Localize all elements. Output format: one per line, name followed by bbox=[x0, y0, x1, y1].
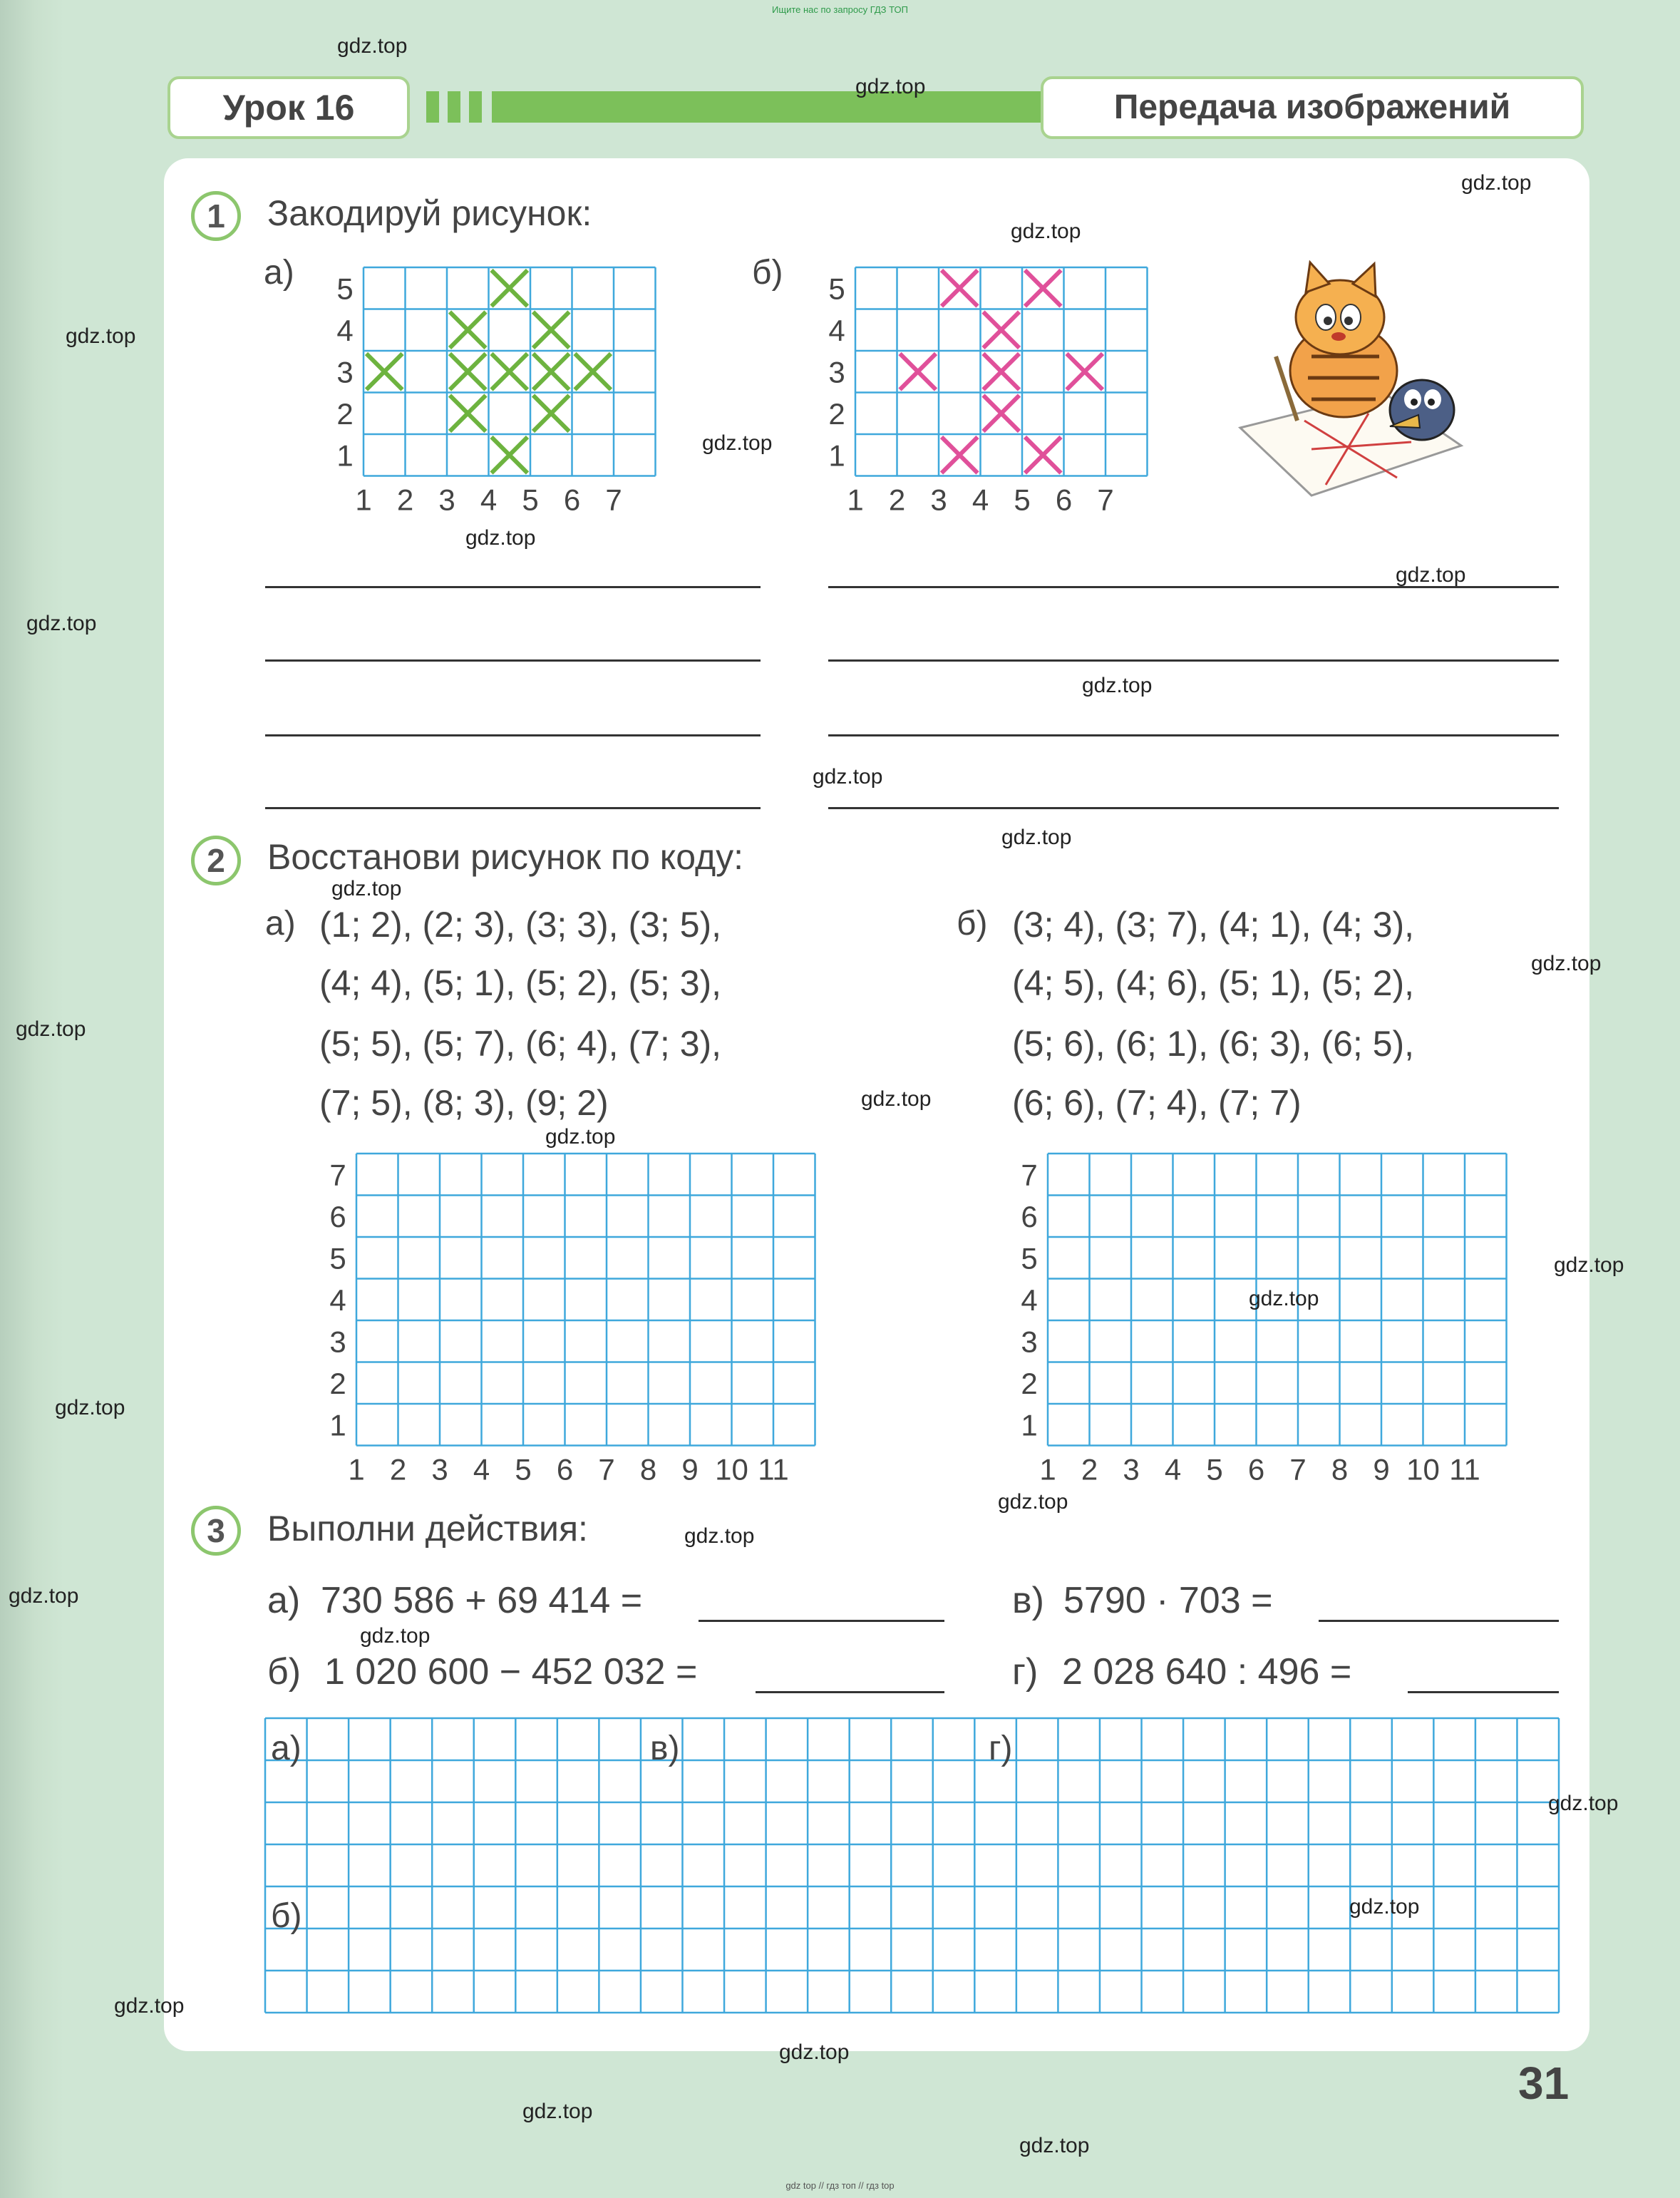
y-axis-label: 6 bbox=[329, 1199, 346, 1233]
expr-g-label: г) bbox=[1012, 1651, 1039, 1693]
y-axis-label: 5 bbox=[1021, 1241, 1038, 1275]
code-b-line: (5; 6), (6; 1), (6; 3), (6; 5), bbox=[1012, 1024, 1415, 1064]
expr-b-answer[interactable] bbox=[756, 1691, 944, 1693]
watermark: gdz.top bbox=[1396, 563, 1466, 587]
cross-mark bbox=[984, 396, 1020, 432]
x-axis-label: 1 bbox=[1039, 1452, 1056, 1486]
work-grid[interactable] bbox=[265, 1718, 1560, 2014]
task-1-part-a-label: а) bbox=[264, 254, 294, 292]
x-axis-label: 5 bbox=[515, 1452, 532, 1486]
cross-mark bbox=[492, 270, 528, 307]
x-axis-label: 3 bbox=[930, 483, 947, 517]
watermark: gdz.top bbox=[702, 431, 773, 455]
y-axis-label: 1 bbox=[828, 438, 845, 473]
y-axis-label: 6 bbox=[1021, 1199, 1038, 1233]
x-axis-label: 3 bbox=[1123, 1452, 1140, 1486]
y-axis-label: 2 bbox=[1021, 1366, 1038, 1400]
x-axis-label: 7 bbox=[605, 483, 622, 517]
watermark: gdz.top bbox=[55, 1396, 125, 1419]
watermark: gdz.top bbox=[1554, 1253, 1624, 1277]
y-axis-label: 4 bbox=[828, 313, 845, 347]
task-2-grid-a[interactable] bbox=[314, 1154, 827, 1496]
lesson-badge: Урок 16 bbox=[168, 76, 410, 139]
work-label-b: б) bbox=[271, 1897, 302, 1935]
x-axis-label: 8 bbox=[639, 1452, 657, 1486]
y-axis-label: 4 bbox=[336, 313, 354, 347]
cross-mark bbox=[450, 354, 486, 390]
x-axis-label: 1 bbox=[355, 483, 372, 517]
x-axis-label: 8 bbox=[1331, 1452, 1349, 1486]
x-axis-label: 3 bbox=[431, 1452, 448, 1486]
task-1-number: 1 bbox=[191, 191, 241, 241]
x-axis-label: 4 bbox=[480, 483, 498, 517]
code-a-line: (4; 4), (5; 1), (5; 2), (5; 3), bbox=[319, 963, 722, 1003]
top-note: Ищите нас по запросу ГДЗ ТОП bbox=[772, 4, 908, 15]
cross-mark bbox=[942, 270, 978, 307]
y-axis-label: 3 bbox=[828, 355, 845, 389]
code-b-line: (6; 6), (7; 4), (7; 7) bbox=[1012, 1083, 1302, 1123]
lesson-topic: Передача изображений bbox=[1041, 76, 1584, 139]
header-stripe bbox=[448, 91, 460, 123]
expr-v: 5790 · 703 = bbox=[1063, 1580, 1273, 1621]
task-3-title: Выполни действия: bbox=[267, 1509, 588, 1549]
x-axis-label: 5 bbox=[522, 483, 539, 517]
x-axis-label: 6 bbox=[556, 1452, 574, 1486]
task-2-part-a-label: а) bbox=[265, 905, 296, 943]
cross-mark bbox=[1067, 354, 1103, 390]
x-axis-label: 2 bbox=[888, 483, 906, 517]
task-3-number: 3 bbox=[191, 1506, 241, 1556]
x-axis-label: 2 bbox=[389, 1452, 407, 1486]
y-axis-label: 1 bbox=[329, 1408, 346, 1442]
book-spine-shadow bbox=[0, 0, 64, 2198]
expr-b-label: б) bbox=[267, 1651, 302, 1693]
cross-mark bbox=[575, 354, 612, 390]
x-axis-label: 11 bbox=[758, 1452, 789, 1486]
x-axis-label: 1 bbox=[847, 483, 864, 517]
watermark: gdz.top bbox=[998, 1490, 1068, 1514]
watermark: gdz.top bbox=[9, 1584, 79, 1608]
expr-a: 730 586 + 69 414 = bbox=[321, 1580, 643, 1621]
watermark: gdz.top bbox=[1531, 952, 1602, 975]
x-axis-label: 11 bbox=[1449, 1452, 1480, 1486]
y-axis-label: 7 bbox=[1021, 1158, 1038, 1192]
cross-mark bbox=[984, 312, 1020, 349]
cross-mark bbox=[533, 396, 570, 432]
y-axis-label: 5 bbox=[828, 272, 845, 306]
answer-line-b-3[interactable] bbox=[828, 734, 1559, 736]
expr-a-answer[interactable] bbox=[699, 1620, 944, 1622]
watermark: gdz.top bbox=[684, 1524, 755, 1548]
watermark: gdz.top bbox=[545, 1125, 616, 1149]
y-axis-label: 2 bbox=[828, 396, 845, 431]
watermark: gdz.top bbox=[522, 2100, 593, 2123]
cat-and-bird-illustration bbox=[1226, 250, 1483, 506]
y-axis-label: 1 bbox=[1021, 1408, 1038, 1442]
watermark: gdz.top bbox=[1548, 1792, 1619, 1815]
grid-lines bbox=[356, 1154, 815, 1446]
y-axis-label: 2 bbox=[329, 1366, 346, 1400]
task-1-title: Закодируй рисунок: bbox=[267, 193, 592, 233]
watermark: gdz.top bbox=[779, 2040, 850, 2064]
answer-line-b-2[interactable] bbox=[828, 659, 1559, 662]
code-b-line: (4; 5), (4; 6), (5; 1), (5; 2), bbox=[1012, 963, 1415, 1003]
watermark: gdz.top bbox=[337, 34, 408, 58]
watermark: gdz.top bbox=[861, 1087, 932, 1111]
cross-mark bbox=[942, 437, 978, 473]
task-1-grid-a bbox=[321, 267, 670, 524]
cross-mark bbox=[1025, 270, 1061, 307]
work-label-g: г) bbox=[989, 1730, 1013, 1767]
x-axis-label: 7 bbox=[1097, 483, 1114, 517]
answer-line-a-4[interactable] bbox=[265, 807, 761, 809]
watermark: gdz.top bbox=[465, 526, 536, 550]
x-axis-label: 3 bbox=[438, 483, 455, 517]
x-axis-label: 2 bbox=[1081, 1452, 1098, 1486]
cross-mark bbox=[492, 354, 528, 390]
expr-v-label: в) bbox=[1012, 1580, 1044, 1621]
watermark: gdz.top bbox=[331, 877, 402, 900]
y-axis-label: 2 bbox=[336, 396, 354, 431]
expr-a-label: а) bbox=[267, 1580, 301, 1621]
watermark: gdz.top bbox=[1011, 220, 1081, 243]
watermark: gdz.top bbox=[1461, 171, 1532, 195]
y-axis-label: 5 bbox=[329, 1241, 346, 1275]
code-a-line: (7; 5), (8; 3), (9; 2) bbox=[319, 1083, 609, 1123]
expr-b: 1 020 600 − 452 032 = bbox=[324, 1651, 698, 1693]
x-axis-label: 5 bbox=[1014, 483, 1031, 517]
answer-line-a-1[interactable] bbox=[265, 586, 761, 588]
header-stripe bbox=[426, 91, 439, 123]
x-axis-label: 10 bbox=[715, 1452, 748, 1486]
y-axis-label: 1 bbox=[336, 438, 354, 473]
y-axis-label: 5 bbox=[336, 272, 354, 306]
watermark: gdz.top bbox=[1249, 1287, 1319, 1310]
header-stripe bbox=[469, 91, 482, 123]
watermark: gdz.top bbox=[26, 612, 97, 635]
watermark: gdz.top bbox=[1019, 2134, 1090, 2157]
x-axis-label: 6 bbox=[1247, 1452, 1265, 1486]
watermark: gdz.top bbox=[813, 765, 883, 789]
task-2-part-b-label: б) bbox=[957, 905, 988, 943]
task-1-grid-b bbox=[820, 267, 1169, 524]
x-axis-label: 4 bbox=[972, 483, 989, 517]
task-2-number: 2 bbox=[191, 836, 241, 885]
cross-mark bbox=[450, 396, 486, 432]
code-a-line: (5; 5), (5; 7), (6; 4), (7; 3), bbox=[319, 1024, 722, 1064]
x-axis-label: 2 bbox=[396, 483, 414, 517]
work-grid-lines bbox=[265, 1718, 1559, 2013]
y-axis-label: 4 bbox=[1021, 1283, 1038, 1317]
expr-g-answer[interactable] bbox=[1408, 1691, 1559, 1693]
work-label-a: а) bbox=[271, 1730, 302, 1767]
page-number: 31 bbox=[1518, 2058, 1570, 2109]
x-axis-label: 4 bbox=[473, 1452, 490, 1486]
x-axis-label: 6 bbox=[1055, 483, 1073, 517]
y-axis-label: 4 bbox=[329, 1283, 346, 1317]
x-axis-label: 4 bbox=[1164, 1452, 1182, 1486]
answer-line-a-2[interactable] bbox=[265, 659, 761, 662]
task-2-grid-b[interactable] bbox=[1005, 1154, 1518, 1496]
expr-v-answer[interactable] bbox=[1319, 1620, 1559, 1622]
y-axis-label: 7 bbox=[329, 1158, 346, 1192]
x-axis-label: 7 bbox=[1289, 1452, 1307, 1486]
expr-g: 2 028 640 : 496 = bbox=[1062, 1651, 1352, 1693]
y-axis-label: 3 bbox=[336, 355, 354, 389]
task-2-title: Восстанови рисунок по коду: bbox=[267, 837, 744, 877]
x-axis-label: 9 bbox=[1373, 1452, 1390, 1486]
answer-line-a-3[interactable] bbox=[265, 734, 761, 736]
x-axis-label: 7 bbox=[598, 1452, 615, 1486]
watermark: gdz.top bbox=[1082, 674, 1153, 697]
answer-line-b-4[interactable] bbox=[828, 807, 1559, 809]
watermark: gdz.top bbox=[66, 324, 136, 348]
cross-mark bbox=[900, 354, 937, 390]
code-a-line: (1; 2), (2; 3), (3; 3), (3; 5), bbox=[319, 905, 722, 945]
x-axis-label: 6 bbox=[563, 483, 581, 517]
y-axis-label: 3 bbox=[1021, 1325, 1038, 1359]
cross-mark bbox=[984, 354, 1020, 390]
cross-mark bbox=[366, 354, 403, 390]
header-bar bbox=[492, 91, 1048, 123]
watermark: gdz.top bbox=[1349, 1895, 1420, 1919]
task-1-part-b-label: б) bbox=[752, 254, 783, 292]
watermark: gdz.top bbox=[114, 1994, 185, 2018]
x-axis-label: 9 bbox=[681, 1452, 699, 1486]
cross-mark bbox=[533, 354, 570, 390]
cross-mark bbox=[492, 437, 528, 473]
cross-mark bbox=[533, 312, 570, 349]
x-axis-label: 10 bbox=[1406, 1452, 1440, 1486]
watermark: gdz.top bbox=[1001, 826, 1072, 849]
cross-mark bbox=[1025, 437, 1061, 473]
watermark: gdz.top bbox=[16, 1017, 86, 1041]
x-axis-label: 5 bbox=[1206, 1452, 1223, 1486]
y-axis-label: 3 bbox=[329, 1325, 346, 1359]
watermark: gdz.top bbox=[855, 75, 926, 98]
watermark: gdz.top bbox=[360, 1624, 431, 1648]
cross-mark bbox=[450, 312, 486, 349]
work-label-v: в) bbox=[650, 1730, 680, 1767]
code-b-line: (3; 4), (3; 7), (4; 1), (4; 3), bbox=[1012, 905, 1415, 945]
x-axis-label: 1 bbox=[348, 1452, 365, 1486]
bottom-note: gdz top // гдз топ // гдз top bbox=[785, 2180, 895, 2191]
